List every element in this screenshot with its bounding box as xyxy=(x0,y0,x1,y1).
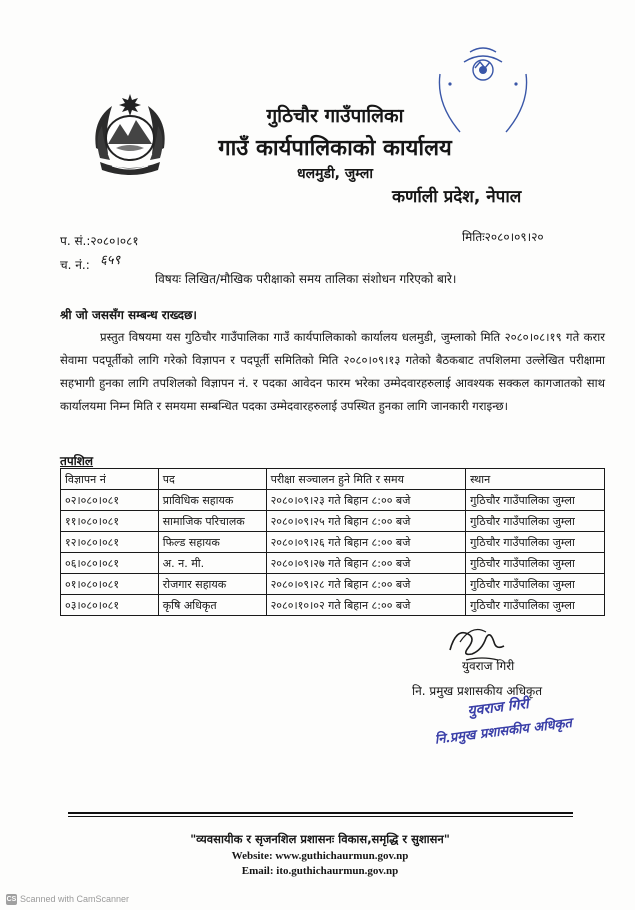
municipality-name: गुठिचौर गाउँपालिका xyxy=(266,105,404,127)
chalani-number: ६५९ xyxy=(100,253,121,268)
table-row xyxy=(61,490,605,511)
footer-email: Email: ito.guthichaurmun.gov.np xyxy=(241,865,399,877)
header-venue: स्थान xyxy=(466,469,605,490)
footer-divider-thin xyxy=(68,816,573,817)
header-post: पद xyxy=(158,469,266,490)
chalani-label: च. नं.: xyxy=(60,258,90,272)
header-exam-datetime: परीक्षा सञ्चालन हुने मिति र समय xyxy=(266,469,466,490)
cell-post: सामाजिक परिचालक xyxy=(158,511,266,532)
cell-venue: गुठिचौर गाउँपालिका जुम्ला xyxy=(466,595,605,616)
exam-schedule-table xyxy=(60,468,605,616)
cell-ad-number: ०१।०८०।०८१ xyxy=(61,574,159,595)
reference-number: प. सं.:२०८०।०८१ xyxy=(60,234,139,248)
table-row xyxy=(61,574,605,595)
footer-website: Website: www.guthichaurmun.gov.np xyxy=(231,850,409,862)
scanner-watermark xyxy=(6,894,129,905)
cell-ad-number: ११।०८०।०८१ xyxy=(61,511,159,532)
stamp-name: युवराज गिरी xyxy=(466,696,530,720)
cell-post: कृषि अधिकृत xyxy=(158,595,266,616)
cell-ad-number: ०६।०८०।०८१ xyxy=(61,553,159,574)
letter-subject: विषयः लिखित/मौखिक परीक्षाको समय तालिका संशोधन गरिएको बारे। xyxy=(155,272,457,286)
footer-divider xyxy=(68,812,573,814)
letter-body: प्रस्तुत विषयमा यस गुठिचौर गाउँपालिका गाउँ कार्यपालिकाको कार्यालय धलमुडी, जुम्लाको मिति २०८०।०८।१९ गते करार सेवामा पदपूर्तीको लागि गरेको विज्ञापन र पदपूर्ती समितिको मिति २०८०।०९।१३ गतेको बैठकबाट तपशिलमा उल्लेखित परीक्षामा सहभागी हुनका लागि तपशिलको विज्ञापन नं. र पदका आवेदन फारम भरेका उम्मेदवारहरुलाई आवश्यक सक्कल कागजातको साथ कार्यालयमा निम्न मिति र समयमा सम्बन्धित पदका उम्मेदवारहरुलाई उपस्थित हुनका लागि जानकारी गराइन्छ। xyxy=(60,330,605,413)
letter-date: मितिः२०८०।०९।२० xyxy=(462,230,544,244)
cell-post: प्राविधिक सहायक xyxy=(158,490,266,511)
footer-slogan: "व्यवसायीक र सृजनशिल प्रशासनः विकास,समृद्धि र सुशासन" xyxy=(190,832,450,846)
province-name: कर्णाली प्रदेश, नेपाल xyxy=(392,187,522,207)
signatory-name: युवराज गिरी xyxy=(462,659,515,673)
cell-post: रोजगार सहायक xyxy=(158,574,266,595)
cell-venue: गुठिचौर गाउँपालिका जुम्ला xyxy=(466,553,605,574)
signatory-title: नि. प्रमुख प्रशासकीय अधिकृत xyxy=(412,684,543,698)
cell-post: फिल्ड सहायक xyxy=(158,532,266,553)
cell-exam-datetime: २०८०।०९।२६ गते बिहान ८:०० बजे xyxy=(266,532,466,553)
cell-exam-datetime: २०८०।०९।२५ गते बिहान ८:०० बजे xyxy=(266,511,466,532)
cell-venue: गुठिचौर गाउँपालिका जुम्ला xyxy=(466,532,605,553)
table-row xyxy=(61,595,605,616)
table-row xyxy=(61,553,605,574)
stamp-title: नि.प्रमुख प्रशासकीय अधिकृत xyxy=(434,715,573,748)
office-name: गाउँ कार्यपालिकाको कार्यालय xyxy=(218,136,452,161)
salutation: श्री जो जससँग सम्बन्ध राख्दछ। xyxy=(60,308,197,322)
cell-ad-number: ०२।०८०।०८१ xyxy=(61,490,159,511)
watermark-text: Scanned with CamScanner xyxy=(20,894,130,904)
cell-venue: गुठिचौर गाउँपालिका जुम्ला xyxy=(466,490,605,511)
cell-exam-datetime: २०८०।०९।२७ गते बिहान ८:०० बजे xyxy=(266,553,466,574)
camscanner-icon: CS xyxy=(6,896,17,904)
cell-post: अ. न. मी. xyxy=(158,553,266,574)
cell-exam-datetime: २०८०।०९।२३ गते बिहान ८:०० बजे xyxy=(266,490,466,511)
table-row xyxy=(61,532,605,553)
cell-exam-datetime: २०८०।०९।२८ गते बिहान ८:०० बजे xyxy=(266,574,466,595)
table-header-row xyxy=(61,469,605,490)
cell-ad-number: ०३।०८०।०८१ xyxy=(61,595,159,616)
table-row xyxy=(61,511,605,532)
schedule-caption: तपशिल xyxy=(60,454,94,468)
cell-exam-datetime: २०८०।१०।०२ गते बिहान ८:०० बजे xyxy=(266,595,466,616)
cell-venue: गुठिचौर गाउँपालिका जुम्ला xyxy=(466,574,605,595)
header-ad-number: विज्ञापन नं xyxy=(61,469,159,490)
cell-venue: गुठिचौर गाउँपालिका जुम्ला xyxy=(466,511,605,532)
nepal-emblem-icon xyxy=(86,90,174,182)
cell-ad-number: १२।०८०।०८१ xyxy=(61,532,159,553)
office-location: धलमुडी, जुम्ला xyxy=(297,166,373,182)
